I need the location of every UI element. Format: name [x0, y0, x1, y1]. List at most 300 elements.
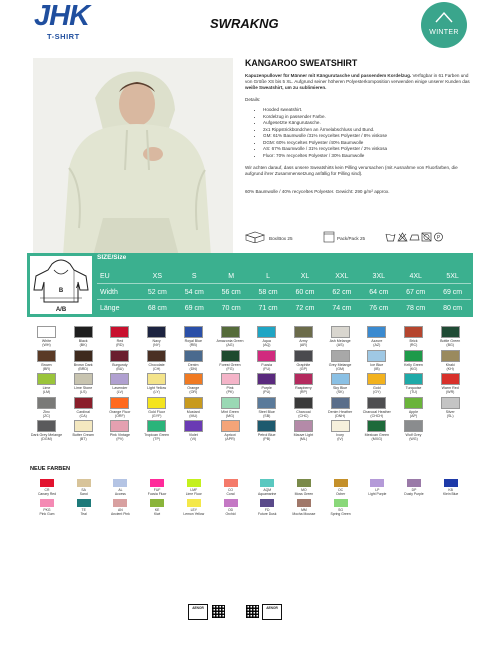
size-cell: 74 cm — [332, 304, 352, 312]
size-cell: 70 cm — [221, 304, 241, 312]
color-swatch[interactable] — [184, 373, 203, 385]
pilling-note: Wir achten darauf, dass unsere Sweatshirts kein Pilling verursachen (mit Ausnahme von Fluorfarben, die aufgrund ihrer Zusammensetzung anfällig für Pilling sind). — [245, 164, 458, 176]
color-swatch[interactable] — [110, 326, 129, 338]
color-code: (DGM) — [41, 437, 52, 441]
color-swatch[interactable] — [147, 350, 166, 362]
color-name: Apricot — [224, 433, 236, 437]
color-swatch[interactable] — [184, 350, 203, 362]
color-swatch[interactable] — [110, 373, 129, 385]
color-swatch[interactable] — [221, 350, 240, 362]
color-label — [320, 386, 360, 394]
color-code: (LS) — [79, 390, 87, 394]
new-color-swatch[interactable] — [224, 499, 238, 507]
color-code: (VI) — [190, 437, 197, 441]
color-label — [430, 410, 470, 418]
new-color-name: Moss Green — [294, 491, 314, 496]
color-name: Petrol Blue — [257, 433, 276, 437]
new-color-name: Ancient Pink — [110, 511, 130, 516]
color-code: (BG) — [446, 343, 454, 347]
color-swatch[interactable] — [331, 326, 350, 338]
color-code: (ZC) — [42, 413, 51, 418]
color-swatch[interactable] — [257, 350, 276, 362]
new-color-swatch[interactable] — [260, 479, 274, 487]
size-cell: 4XL — [409, 272, 422, 280]
size-cell: M — [228, 272, 235, 280]
color-swatch[interactable] — [74, 326, 93, 338]
new-color-code: FD — [264, 507, 270, 512]
color-name: Azzure — [371, 339, 383, 343]
color-swatch[interactable] — [147, 326, 166, 338]
color-name: Violet — [188, 433, 198, 437]
color-code: (BT) — [79, 437, 87, 441]
color-label — [430, 339, 470, 347]
new-color-code: CO — [227, 487, 234, 492]
new-color-code: OD — [227, 507, 234, 512]
color-label — [173, 433, 213, 441]
hoodie-outline-icon — [30, 256, 92, 314]
color-code: (AG) — [226, 343, 234, 347]
color-swatch[interactable] — [257, 373, 276, 385]
color-swatch[interactable] — [37, 326, 56, 338]
color-swatch[interactable] — [294, 326, 313, 338]
color-name: Gold — [373, 386, 381, 390]
size-row — [97, 268, 471, 284]
new-color-name: Coral — [226, 491, 235, 496]
color-code: (RC) — [409, 343, 418, 347]
color-label — [63, 410, 103, 418]
color-code: (CHC) — [298, 413, 309, 418]
hoodie-model-image — [33, 58, 233, 256]
color-name: Warm Red — [441, 386, 459, 390]
size-row-label: Width — [100, 288, 118, 296]
new-color-swatch[interactable] — [187, 479, 201, 487]
new-color-name: Future Dusk — [257, 511, 277, 516]
detail-item: • Aufgesetzte Kängurutasche. — [263, 120, 470, 126]
new-color-name: Kiwi — [153, 511, 161, 516]
no-bleach-icon — [397, 232, 408, 242]
color-name: Grey Melange — [328, 362, 352, 367]
color-swatch[interactable] — [184, 326, 203, 338]
color-code: (ML) — [299, 437, 308, 441]
color-label — [173, 363, 213, 371]
color-swatch[interactable] — [74, 420, 93, 432]
size-row — [97, 284, 471, 300]
color-code: (OR) — [189, 390, 198, 394]
new-color-swatch[interactable] — [370, 479, 384, 487]
new-color-name: Teal — [80, 511, 87, 516]
new-color-swatch[interactable] — [407, 479, 421, 487]
color-name: Khaki — [445, 362, 455, 367]
dry-clean-icon — [433, 232, 444, 242]
new-color-name: Lime Fluor — [185, 491, 202, 496]
color-swatch[interactable] — [367, 420, 386, 432]
new-color-code: LP — [375, 487, 380, 492]
color-code: (GP) — [299, 366, 308, 371]
color-label — [357, 339, 397, 347]
color-swatch[interactable] — [294, 373, 313, 385]
color-name: Orange — [187, 386, 200, 390]
color-label — [100, 433, 140, 441]
color-label — [137, 410, 177, 418]
pack-icon — [323, 231, 335, 243]
color-label — [63, 386, 103, 394]
color-swatch[interactable] — [147, 420, 166, 432]
color-swatch[interactable] — [404, 420, 423, 432]
new-color-swatch[interactable] — [77, 499, 91, 507]
new-color-code: MO — [301, 487, 307, 492]
color-name: White — [41, 339, 52, 343]
color-name: Pink Vintage — [109, 433, 130, 437]
color-swatch[interactable] — [294, 350, 313, 362]
color-name: Chocolate — [148, 362, 165, 367]
new-color-code: KE — [154, 507, 160, 512]
color-name: Turquoise — [405, 386, 422, 390]
color-name: Mustard — [186, 409, 200, 414]
size-row-label: Länge — [100, 304, 120, 312]
color-label — [394, 433, 434, 441]
color-name: Lime — [42, 386, 51, 390]
color-code: (WG) — [409, 437, 418, 441]
color-name: Silver — [445, 409, 455, 414]
color-code: (AQ) — [262, 343, 271, 347]
new-color-swatch[interactable] — [40, 499, 54, 507]
color-label — [283, 410, 323, 418]
color-swatch[interactable] — [110, 420, 129, 432]
color-code: (IB) — [373, 366, 380, 371]
color-name: Mexican Green — [364, 433, 389, 437]
color-swatch[interactable] — [110, 350, 129, 362]
new-color-name: Access — [114, 491, 126, 496]
size-cell: 52 cm — [147, 288, 167, 296]
color-code: (CHCH) — [370, 413, 384, 418]
color-name: Mauve Light — [293, 433, 314, 437]
new-color-swatch[interactable] — [444, 479, 458, 487]
color-code: (SK) — [336, 390, 344, 394]
size-cell: S — [191, 272, 197, 280]
color-code: (LV) — [116, 390, 124, 394]
new-color-code: PKG — [43, 507, 51, 512]
color-name: Butter Cream — [72, 433, 94, 437]
color-name: Mint Green — [221, 409, 239, 414]
new-color-name: Klein Blue — [443, 491, 459, 496]
color-name: Denim Heather — [328, 409, 353, 414]
color-swatch[interactable] — [257, 420, 276, 432]
color-code: (PV) — [116, 437, 124, 441]
new-color-code: FUF — [153, 487, 161, 492]
color-label — [100, 339, 140, 347]
color-code: (MU) — [189, 413, 198, 418]
color-code: (AS) — [336, 343, 344, 347]
new-colors-heading: NEUE FARBEN — [30, 466, 71, 472]
color-code: (APR) — [225, 437, 235, 441]
new-color-name: Canary Red — [37, 491, 57, 496]
color-code: (RB) — [189, 343, 197, 347]
color-label — [247, 363, 287, 371]
size-cell: 58 cm — [258, 288, 278, 296]
model-code: SWRAKNG — [210, 16, 279, 31]
new-color-swatch[interactable] — [77, 479, 91, 487]
season-label: WINTER — [429, 29, 459, 36]
color-swatch[interactable] — [367, 350, 386, 362]
color-name: Black — [78, 339, 88, 343]
color-name: Ice Blue — [370, 362, 384, 367]
detail-item: • GM: 61% Baumwolle /31% recyceltes Polyester / 8% viskose — [263, 133, 470, 139]
color-label — [320, 410, 360, 418]
color-label — [137, 339, 177, 347]
season-badge — [421, 2, 467, 48]
color-name: Graphite — [296, 362, 311, 367]
color-swatch[interactable] — [184, 420, 203, 432]
qr-code-icon — [246, 605, 259, 618]
color-swatch[interactable] — [331, 420, 350, 432]
size-diagram — [30, 256, 92, 314]
color-label — [357, 386, 397, 394]
color-swatch[interactable] — [74, 397, 93, 409]
color-swatch[interactable] — [37, 350, 56, 362]
color-code: (BK) — [79, 343, 87, 347]
details-list — [263, 107, 470, 159]
color-name: Sky Blue — [333, 386, 348, 390]
color-name: Army — [299, 339, 308, 343]
new-color-code: OC — [338, 487, 344, 492]
color-swatch[interactable] — [221, 397, 240, 409]
color-swatch[interactable] — [221, 373, 240, 385]
color-swatch[interactable] — [404, 326, 423, 338]
color-label — [100, 410, 140, 418]
new-color-name: Sand — [79, 491, 88, 496]
color-label — [63, 433, 103, 441]
color-label — [283, 386, 323, 394]
color-code: (BRD) — [78, 366, 89, 371]
color-label — [173, 386, 213, 394]
color-swatch[interactable] — [74, 350, 93, 362]
color-swatch[interactable] — [367, 326, 386, 338]
color-swatch[interactable] — [147, 397, 166, 409]
size-cell: 5XL — [446, 272, 459, 280]
no-tumble-dry-icon — [421, 232, 432, 242]
color-name: Wolf Grey — [405, 433, 422, 437]
color-label — [173, 410, 213, 418]
new-color-code: AQM — [263, 487, 272, 492]
size-cell: XS — [152, 272, 163, 280]
new-color-code: LMF — [190, 487, 198, 492]
color-name: Amazonia Green — [216, 339, 244, 343]
color-swatch[interactable] — [74, 373, 93, 385]
color-label — [430, 363, 470, 371]
new-color-swatch[interactable] — [187, 499, 201, 507]
color-label — [247, 410, 287, 418]
color-swatch[interactable] — [294, 397, 313, 409]
color-code: (NY) — [152, 343, 161, 347]
color-swatch[interactable] — [367, 373, 386, 385]
detail-item: • AS: 67% Baumwolle / 31% recyceltes Polyester / 2% viskosa — [263, 146, 470, 152]
new-color-code: SA — [81, 487, 86, 492]
size-cell: 60 cm — [295, 288, 315, 296]
new-color-swatch[interactable] — [113, 499, 127, 507]
color-code: (KH) — [446, 366, 454, 371]
color-label — [394, 410, 434, 418]
size-cell: XXL — [335, 272, 349, 280]
new-color-code: LEY — [190, 507, 197, 512]
color-name: Zinc — [43, 409, 50, 414]
color-swatch[interactable] — [221, 326, 240, 338]
new-color-swatch[interactable] — [297, 499, 311, 507]
certificate-label: AENOR — [266, 606, 278, 610]
color-name: Ivory — [336, 433, 344, 437]
certificate-badge — [188, 604, 208, 620]
color-label — [320, 363, 360, 371]
certificate-badge — [262, 604, 282, 620]
color-swatch[interactable] — [37, 373, 56, 385]
detail-item: • Fluor: 70% recyceltes Polyester / 30% Baumwolle — [263, 153, 470, 159]
mountain-icon — [435, 11, 453, 23]
color-swatch[interactable] — [257, 326, 276, 338]
qr-code-icon — [212, 605, 225, 618]
color-swatch[interactable] — [37, 420, 56, 432]
color-swatch[interactable] — [257, 397, 276, 409]
size-cell: 76 cm — [369, 304, 389, 312]
color-code: (AP) — [409, 413, 418, 418]
new-color-swatch[interactable] — [224, 479, 238, 487]
new-color-code: AL — [118, 487, 123, 492]
color-swatch[interactable] — [331, 397, 350, 409]
color-label — [394, 363, 434, 371]
color-name: Ash Melange — [329, 339, 351, 343]
new-color-swatch[interactable] — [334, 479, 348, 487]
color-name: Pink — [226, 386, 234, 390]
color-code: (GYF) — [151, 413, 162, 418]
certificate-label: AENOR — [192, 606, 204, 610]
color-code: (TP) — [153, 437, 161, 441]
color-swatch[interactable] — [441, 373, 460, 385]
new-color-swatch[interactable] — [260, 499, 274, 507]
color-label — [27, 386, 67, 394]
color-name: Charcoal Heather — [362, 409, 391, 414]
color-label — [394, 386, 434, 394]
color-swatch[interactable] — [331, 373, 350, 385]
color-label — [320, 433, 360, 441]
color-label — [100, 363, 140, 371]
product-description — [245, 58, 470, 195]
color-swatch[interactable] — [184, 397, 203, 409]
color-name: Gold Fluor — [148, 409, 165, 414]
color-name: Light Yellow — [147, 386, 167, 390]
color-swatch[interactable] — [404, 350, 423, 362]
new-color-swatch[interactable] — [150, 499, 164, 507]
color-label — [210, 433, 250, 441]
color-label — [27, 363, 67, 371]
color-code: (PB) — [263, 437, 271, 441]
new-color-code: AN — [118, 507, 123, 512]
color-code: (BR) — [42, 366, 51, 371]
color-code: (AR) — [299, 343, 308, 347]
color-swatch[interactable] — [441, 397, 460, 409]
color-swatch[interactable] — [294, 420, 313, 432]
size-cell: 71 cm — [258, 304, 278, 312]
color-name: Tropican Green — [144, 433, 170, 437]
color-name: Navy — [152, 339, 161, 343]
color-name: Forest Green — [219, 362, 241, 367]
color-code: (SB) — [263, 413, 271, 418]
new-color-code: SG — [338, 507, 344, 512]
color-name: Charcoal — [296, 409, 311, 414]
product-lead — [245, 73, 470, 91]
color-label — [247, 386, 287, 394]
diagram-label-a: A — [75, 284, 81, 290]
size-cell: 78 cm — [406, 304, 426, 312]
color-code: (KG) — [409, 366, 418, 371]
color-swatch[interactable] — [221, 420, 240, 432]
color-code: (RP) — [299, 390, 308, 394]
color-name: Steel Blue — [258, 409, 275, 414]
detail-item: • Hooded sweatshirt. — [263, 107, 470, 113]
new-color-code: DP — [411, 487, 417, 492]
new-color-name: Aquamarine — [258, 491, 277, 496]
color-swatch[interactable] — [331, 350, 350, 362]
brand-logo — [34, 0, 114, 42]
color-label — [137, 386, 177, 394]
color-label — [63, 363, 103, 371]
color-code: (DNH) — [335, 413, 346, 418]
product-title: KANGAROO SWEATSHIRT — [245, 58, 358, 68]
color-swatch[interactable] — [37, 397, 56, 409]
brand-subtitle: T-SHIRT — [47, 32, 80, 41]
detail-item: • 2x1 Rippstrickbündchen an Ärmelabschluss und Bund. — [263, 127, 470, 133]
pack-label: Pack/Pack 25 — [337, 236, 366, 241]
color-code: (IV) — [337, 437, 343, 441]
color-code: (MG) — [225, 413, 235, 418]
color-swatch[interactable] — [404, 397, 423, 409]
color-code: (ORF) — [114, 413, 125, 418]
size-cell: 69 cm — [443, 288, 463, 296]
color-label — [210, 410, 250, 418]
color-swatch[interactable] — [110, 397, 129, 409]
color-name: Apple — [408, 409, 419, 414]
size-row-label: EU — [100, 272, 110, 280]
lead-bold: Kapuzenpullover für Männer mit Kängurutasche und passendem Kordelzug. — [245, 73, 412, 78]
color-label — [210, 339, 250, 347]
diagram-label-ab: A/B — [55, 307, 67, 313]
color-swatch[interactable] — [441, 350, 460, 362]
color-code: (GY) — [373, 390, 381, 394]
color-swatch[interactable] — [441, 326, 460, 338]
packaging-row — [245, 230, 470, 246]
color-label — [137, 363, 177, 371]
color-swatch[interactable] — [367, 397, 386, 409]
color-name: Brown — [41, 362, 52, 367]
new-color-swatch[interactable] — [334, 499, 348, 507]
lead-bold-2: weiße Sweatshirt, um zu sublimieren. — [245, 85, 327, 90]
color-label — [430, 386, 470, 394]
size-row — [97, 300, 471, 316]
new-color-swatch[interactable] — [113, 479, 127, 487]
color-name: Fucsia — [261, 362, 272, 367]
color-label — [210, 386, 250, 394]
size-cell: 67 cm — [406, 288, 426, 296]
color-code: (LM) — [42, 390, 51, 394]
color-swatch[interactable] — [147, 373, 166, 385]
color-name: Cardinal — [76, 409, 90, 414]
box-icon — [245, 231, 265, 243]
new-color-swatch[interactable] — [40, 479, 54, 487]
size-cell: 72 cm — [295, 304, 315, 312]
new-color-name: Mocha Mousse — [292, 511, 316, 516]
new-color-swatch[interactable] — [297, 479, 311, 487]
size-cell: 69 cm — [184, 304, 204, 312]
color-swatch[interactable] — [404, 373, 423, 385]
wash-30-icon — [385, 232, 396, 242]
new-color-swatch[interactable] — [150, 479, 164, 487]
